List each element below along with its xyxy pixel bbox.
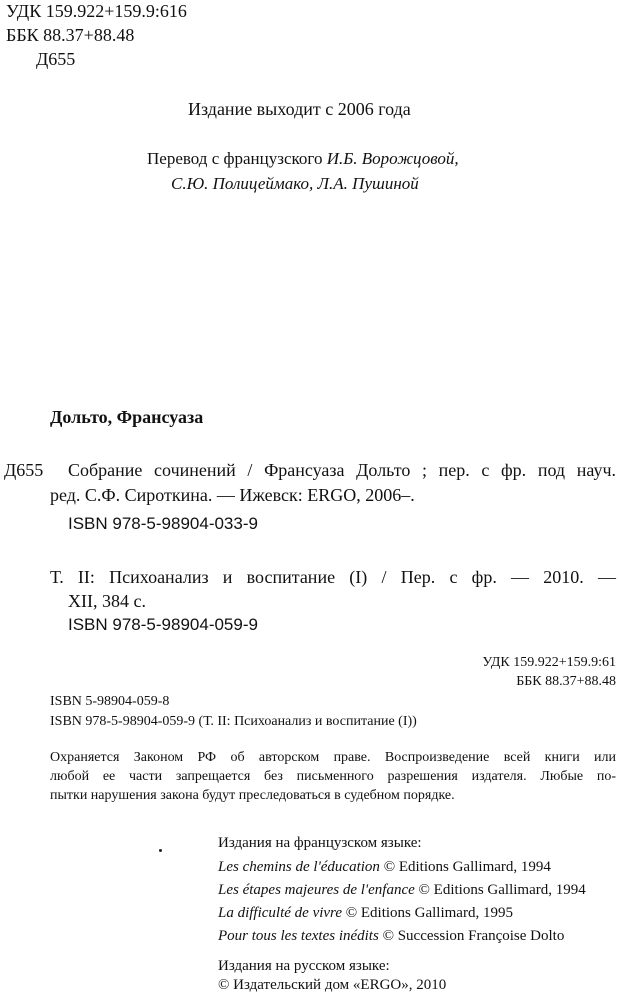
udk-code: УДК 159.922+159.9:616 bbox=[6, 1, 187, 21]
catalog-line-2: ред. С.Ф. Сироткина. — Ижевск: ERGO, 2006–. bbox=[50, 485, 415, 505]
copyright-line-2: любой ее части запрещается без письменного разрешения издателя. Любые по- bbox=[50, 769, 616, 784]
translators-line-1 bbox=[147, 148, 459, 169]
isbn-line-2: ISBN 978-5-98904-059-9 (Т. II: Психоанализ и воспитание (I)) bbox=[50, 714, 417, 729]
edition-copyright: © Succession Françoise Dolto bbox=[382, 928, 565, 944]
russian-edition-copyright: © Издательский дом «ERGO», 2010 bbox=[218, 977, 447, 993]
stray-dot bbox=[159, 849, 162, 852]
edition-title: Les chemins de l'éducation bbox=[218, 859, 380, 875]
author-heading: Дольто, Франсуаза bbox=[50, 407, 204, 427]
author-mark: Д655 bbox=[36, 49, 76, 69]
edition-title: Les étapes majeures de l'enfance bbox=[218, 882, 415, 898]
bbk-code: ББК 88.37+88.48 bbox=[6, 25, 135, 45]
translator-name-1: И.Б. Ворожцовой, bbox=[326, 149, 459, 168]
french-editions-heading: Издания на французском языке: bbox=[218, 835, 422, 851]
copyright-line-3: пытки нарушения закона будут преследоваться в судебном порядке. bbox=[50, 788, 455, 803]
french-edition-item bbox=[218, 927, 564, 946]
isbn-line-1: ISBN 5-98904-059-8 bbox=[50, 694, 170, 709]
french-edition-item bbox=[218, 858, 551, 877]
volume-line-2: XII, 384 с. bbox=[68, 591, 146, 611]
edition-copyright: © Editions Gallimard, 1994 bbox=[418, 882, 586, 898]
bbk-code-right: ББК 88.37+88.48 bbox=[516, 674, 616, 689]
edition-copyright: © Editions Gallimard, 1995 bbox=[345, 905, 513, 921]
russian-editions-heading: Издания на русском языке: bbox=[218, 958, 390, 974]
translators-prefix: Перевод с французского bbox=[147, 149, 323, 168]
volume-line-1: Т. II: Психоанализ и воспитание (I) / Пер. с фр. — 2010. — bbox=[50, 567, 616, 587]
translators-line-2: С.Ю. Полицеймако, Л.А. Пушиной bbox=[171, 174, 419, 193]
french-edition-item bbox=[218, 904, 513, 923]
french-edition-item bbox=[218, 881, 586, 900]
catalog-mark: Д655 bbox=[4, 460, 44, 480]
catalog-isbn-1: ISBN 978-5-98904-033-9 bbox=[68, 514, 258, 533]
udk-code-right: УДК 159.922+159.9:61 bbox=[482, 655, 616, 670]
edition-title: Pour tous les textes inédits bbox=[218, 928, 379, 944]
edition-title: La difficulté de vivre bbox=[218, 905, 342, 921]
catalog-isbn-2: ISBN 978-5-98904-059-9 bbox=[68, 615, 258, 634]
copyright-line-1: Охраняется Законом РФ об авторском праве. Воспроизведение всей книги или bbox=[50, 750, 616, 765]
series-note: Издание выходит с 2006 года bbox=[188, 99, 411, 119]
catalog-line-1: Собрание сочинений / Франсуаза Дольто ; пер. с фр. под науч. bbox=[68, 460, 616, 480]
edition-copyright: © Editions Gallimard, 1994 bbox=[383, 859, 551, 875]
